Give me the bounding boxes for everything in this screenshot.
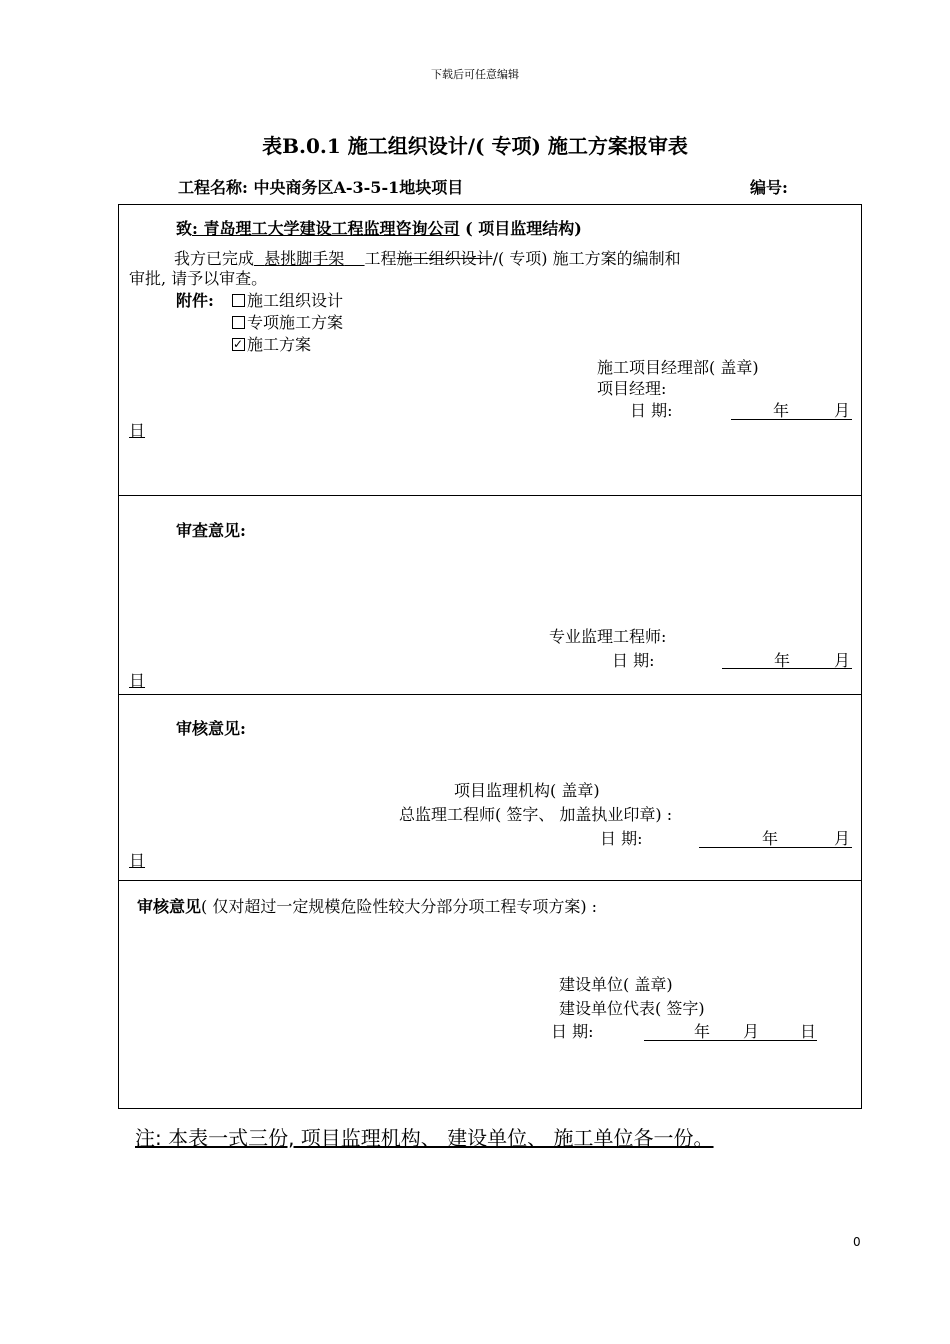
body-prefix: 我方已完成	[174, 249, 255, 268]
addressee-line	[176, 219, 582, 239]
date-year: 年	[694, 1022, 711, 1041]
sign-manager: 项目经理:	[597, 379, 667, 398]
addressee-prefix: 致	[176, 219, 193, 238]
date-label: 日 期:	[612, 651, 655, 670]
project-scope: 悬挑脚手架	[264, 249, 345, 268]
footer-note: 注: 本表一式三份, 项目监理机构、 建设单位、 施工单位各一份。	[135, 1126, 714, 1150]
sign-chief: 总监理工程师( 签字、 加盖执业印章) :	[399, 805, 673, 824]
blank-pre	[254, 249, 264, 268]
body-line-1	[174, 249, 681, 269]
sign-rep: 建设单位代表( 签字)	[559, 999, 705, 1018]
submission-section	[118, 204, 862, 496]
serial-label: 编号:	[750, 178, 788, 197]
date-year: 年	[774, 651, 791, 670]
form-title: 表B.0.1 施工组织设计/( 专项) 施工方案报审表	[262, 134, 688, 158]
sign-org: 项目监理机构( 盖章)	[454, 781, 600, 800]
owner-heading-note: ( 仅对超过一定规模危险性较大分部分项工程专项方案) :	[201, 897, 598, 916]
addressee-suffix: ( 项目监理结构)	[465, 219, 582, 238]
body-rest: /( 专项) 施工方案的编制和	[492, 249, 681, 268]
date-year: 年	[762, 829, 779, 848]
owner-opinion-section	[118, 880, 862, 1109]
date-label: 日 期:	[600, 829, 643, 848]
date-month: 月	[743, 1022, 760, 1041]
date-day: 日	[800, 1022, 817, 1041]
sign-engineer: 专业监理工程师:	[549, 627, 667, 646]
audit-opinion-section	[118, 694, 862, 881]
attachment-label: 施工方案	[247, 335, 312, 354]
attachment-label: 专项施工方案	[247, 313, 344, 332]
audit-heading: 审核意见:	[176, 719, 246, 738]
project-name: 工程名称: 中央商务区A-3-5-1地块项目	[178, 178, 464, 197]
page-number: 0	[853, 1235, 861, 1249]
date-month: 月	[834, 401, 851, 420]
date-month: 月	[834, 829, 851, 848]
date-underline	[644, 1040, 817, 1041]
body-strike: 施工组织设计	[396, 249, 493, 268]
attachment-item[interactable]	[232, 335, 311, 355]
date-day: 日	[129, 851, 146, 870]
date-label: 日 期:	[630, 401, 673, 420]
date-month: 月	[834, 651, 851, 670]
attachment-label: 施工组织设计	[247, 291, 344, 310]
checked-checkbox-icon[interactable]	[232, 338, 245, 351]
addressee-company: : 青岛理工大学建设工程监理咨询公司	[192, 219, 460, 238]
review-opinion-section	[118, 495, 862, 695]
owner-heading-line	[137, 897, 597, 917]
sign-unit: 建设单位( 盖章)	[559, 975, 673, 994]
body-line-2: 审批, 请予以审查。	[129, 269, 268, 288]
blank-post	[344, 249, 364, 268]
owner-heading: 审核意见	[137, 897, 202, 916]
date-day: 日	[129, 671, 146, 690]
date-day: 日	[129, 421, 146, 440]
attachment-item[interactable]	[232, 291, 343, 311]
header-note: 下载后可任意编辑	[431, 68, 519, 81]
review-heading: 审查意见:	[176, 521, 246, 540]
checkbox-icon[interactable]	[232, 316, 245, 329]
date-label: 日 期:	[551, 1022, 594, 1041]
date-year: 年	[773, 401, 790, 420]
attachments-label: 附件:	[176, 291, 214, 310]
sign-dept: 施工项目经理部( 盖章)	[597, 358, 759, 377]
body-mid: 工程	[364, 249, 397, 268]
attachment-item[interactable]	[232, 313, 343, 333]
checkbox-icon[interactable]	[232, 294, 245, 307]
